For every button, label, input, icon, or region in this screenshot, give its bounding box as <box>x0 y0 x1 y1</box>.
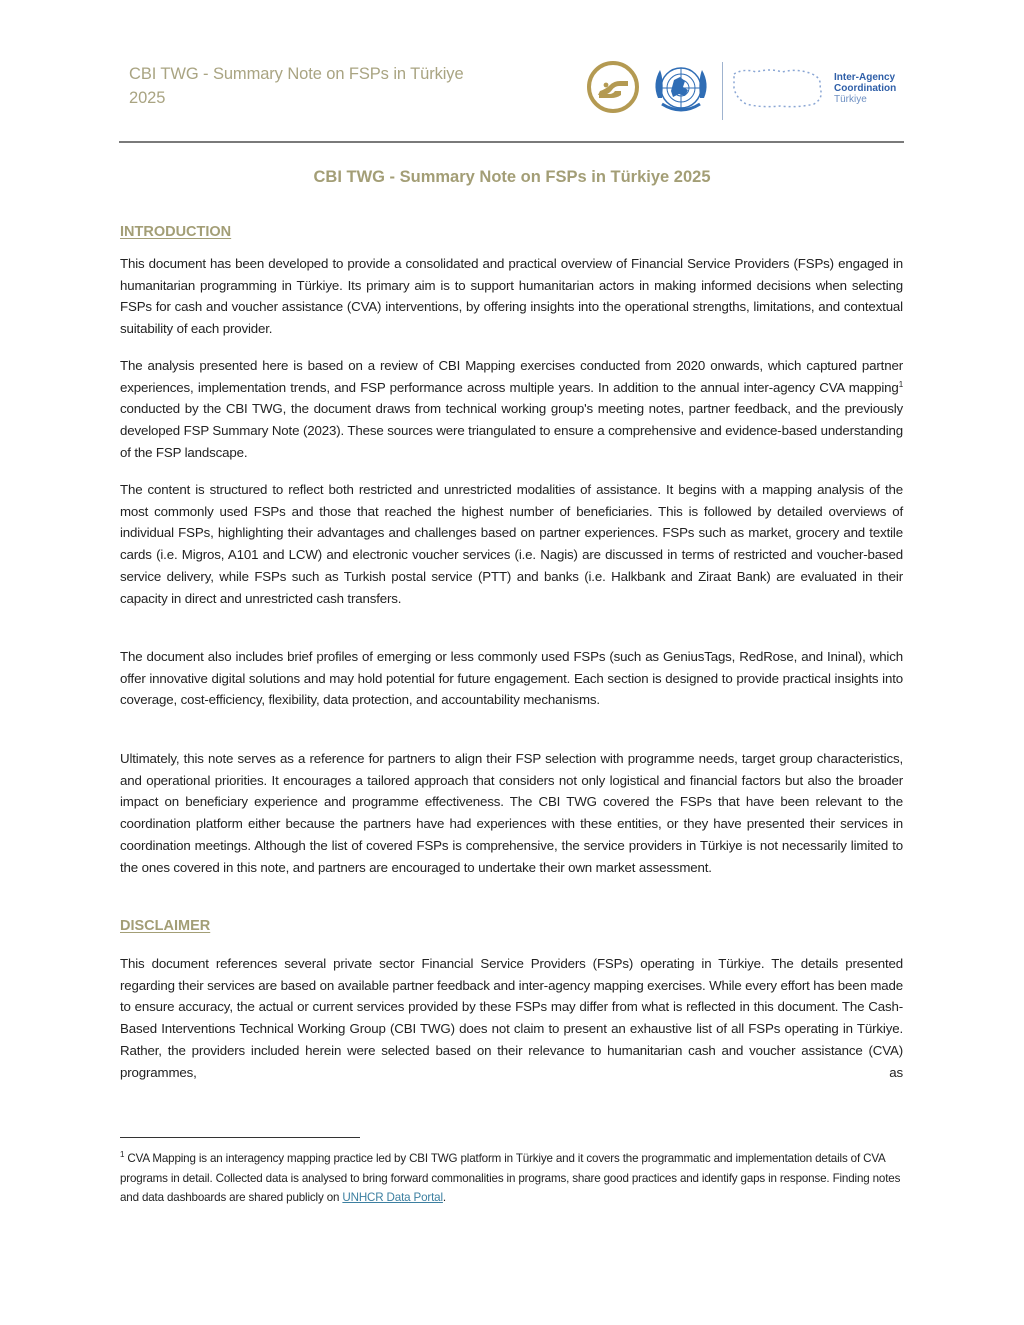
intro-paragraph-2-text-a: The analysis presented here is based on a review of CBI Mapping exercises conducted from 2020 onwards, which captured partner experiences, implementation trends, and FSP performance across multiple years. In addition to the annual inter-agency CVA mapping <box>120 358 903 395</box>
document-title: CBI TWG - Summary Note on FSPs in Türkiye 2025 <box>313 168 711 186</box>
intro-paragraph-2-text-b: conducted by the CBI TWG, the document draws from technical working group's meeting notes, partner feedback, and the previously developed FSP Summary Note (2023). These sources were triangulated to ensure a comprehensive and evidence-based understanding of the FSP landscape. <box>120 401 903 460</box>
header-logos <box>584 58 904 124</box>
intro-paragraph-2 <box>120 355 903 464</box>
turkiye-map-outline-icon <box>730 64 830 114</box>
intro-paragraph-3: The content is structured to reflect both restricted and unrestricted modalities of assistance. It begins with a mapping analysis of the most commonly used FSPs and those that reached the highest number of beneficiaries. This is followed by detailed overviews of individual FSPs, highlighting their advantages and challenges based on partner experiences. FSPs such as market, grocery and textile cards (i.e. Migros, A101 and LCW) and electronic voucher services (i.e. Nagis) are discussed in terms of restricted and voucher-based service delivery, while FSPs such as Turkish postal service (PTT) and banks (i.e. Halkbank and Ziraat Bank) are evaluated in their capacity in direct and unrestricted cash transfers. <box>120 482 903 606</box>
logo-divider <box>722 62 723 120</box>
logo-text-line2: Coordination <box>834 83 897 94</box>
footnote-separator <box>120 1137 360 1138</box>
running-header-title <box>129 62 464 110</box>
running-header-line1: CBI TWG - Summary Note on FSPs in Türkiye <box>129 65 464 83</box>
hands-logo-icon <box>586 60 640 114</box>
footnote-text: CVA Mapping is an interagency mapping practice led by CBI TWG platform in Türkiye and it covers the programmatic and implementation details of CVA programs in detail. Collected data is analysed to bring forward commonalities in programs, share good practices and identify gaps in response. Finding notes and data dashboards are shared publicly on <box>120 1152 901 1204</box>
section-heading-introduction: INTRODUCTION <box>120 224 232 240</box>
intro-paragraph-1: This document has been developed to provide a consolidated and practical overview of Financial Service Providers (FSPs) engaged in humanitarian programming in Türkiye. Its primary aim is to support humanitarian actors in making informed decisions when selecting FSPs for cash and voucher assistance (CVA) interventions, by offering insights into the operational strengths, limitations, and contextual suitability of each provider. <box>120 256 903 337</box>
unhcr-data-portal-link[interactable]: UNHCR Data Portal <box>342 1191 443 1204</box>
header-divider <box>119 141 904 143</box>
footnote-1 <box>120 1149 910 1208</box>
un-emblem-icon <box>648 58 714 120</box>
intro-paragraph-5: Ultimately, this note serves as a reference for partners to align their FSP selection with programme needs, target group characteristics, and operational priorities. It encourages a tailored approach that considers not only logistical and financial factors but also the broader impact on beneficiary experience and programme effectiveness. The CBI TWG covered the FSPs that have been relevant to the coordination platform either because the partners have had experiences with these entities, or they have presented their services in coordination meetings. Although the list of covered FSPs is comprehensive, the service providers in Türkiye is not necessarily limited to the ones covered in this note, and partners are encouraged to undertake their own market assessment. <box>120 751 903 875</box>
logo-text-line3: Türkiye <box>834 94 867 105</box>
inter-agency-coordination-logo-text <box>834 72 896 105</box>
footnote-end: . <box>442 1191 446 1204</box>
section-heading-disclaimer: DISCLAIMER <box>120 918 211 934</box>
footnote-reference[interactable]: 1 <box>898 379 903 389</box>
footnote-number: 1 <box>120 1150 125 1159</box>
disclaimer-paragraph: This document references several private sector Financial Service Providers (FSPs) operating in Türkiye. The details presented regarding their services are based on available partner feedback and inter-agency mapping exercises. While every effort has been made to ensure accuracy, the actual or current services provided by these FSPs may differ from what is reflected in this document. The Cash-Based Interventions Technical Working Group (CBI TWG) does not claim to present an exhaustive list of all FSPs operating in Türkiye. Rather, the providers included herein were selected based on their relevance to humanitarian cash and voucher assistance (CVA) programmes, as <box>120 956 903 1080</box>
intro-paragraph-4: The document also includes brief profiles of emerging or less commonly used FSPs (such as GeniusTags, RedRose, and Ininal), which offer innovative digital solutions and may hold potential for future engagement. Each section is designed to provide practical insights into coverage, cost-efficiency, flexibility, data protection, and accountability mechanisms. <box>120 649 903 708</box>
logo-text-line1: Inter-Agency <box>834 72 896 83</box>
running-header-line2: 2025 <box>129 89 166 107</box>
